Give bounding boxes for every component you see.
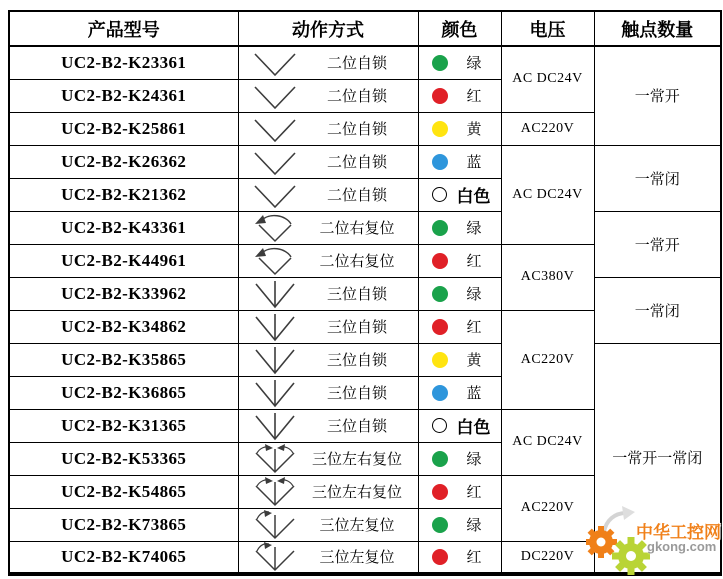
color-label: 黄 <box>466 121 482 138</box>
three-position-left-right-reset-icon <box>249 477 301 507</box>
action-cell <box>238 310 418 343</box>
three-position-left-reset-icon <box>249 542 301 572</box>
action-label: 三位自锁 <box>326 319 387 336</box>
two-position-right-reset-icon <box>249 213 301 243</box>
three-position-left-right-reset-icon <box>249 444 301 474</box>
column-header-color: 颜色 <box>418 11 501 46</box>
action-cell <box>238 409 418 442</box>
voltage-cell: AC DC24V <box>501 46 594 112</box>
three-position-latch-icon <box>249 279 301 309</box>
contact-cell: 一常开 <box>594 46 721 145</box>
voltage-cell: AC DC24V <box>501 145 594 244</box>
color-label: 绿 <box>466 220 482 237</box>
color-dot-yellow <box>432 121 448 137</box>
action-cell <box>238 343 418 376</box>
three-position-latch-icon <box>249 378 301 408</box>
color-cell <box>418 79 501 112</box>
color-dot-white <box>432 418 447 433</box>
three-position-latch-icon <box>249 411 301 441</box>
color-label: 红 <box>466 549 482 567</box>
color-dot-blue <box>432 385 448 401</box>
three-position-latch-icon <box>249 345 301 375</box>
column-header-contacts: 触点数量 <box>594 11 721 46</box>
action-cell <box>238 79 418 112</box>
voltage-cell: AC220V <box>501 112 594 145</box>
action-label: 三位自锁 <box>326 418 387 435</box>
color-cell <box>418 409 501 442</box>
contact-cell: 一常开 <box>594 211 721 277</box>
color-cell <box>418 541 501 574</box>
action-label: 三位自锁 <box>326 352 387 369</box>
action-label: 三位左右复位 <box>311 484 402 501</box>
color-label: 绿 <box>466 286 482 303</box>
action-cell <box>238 145 418 178</box>
header-row <box>9 11 721 46</box>
voltage-cell: AC DC24V <box>501 409 594 475</box>
table-row <box>9 277 721 310</box>
action-cell <box>238 508 418 541</box>
color-dot-red <box>432 484 448 500</box>
column-header-action: 动作方式 <box>238 11 418 46</box>
color-label: 白色 <box>456 418 491 437</box>
gkong-watermark <box>586 500 723 577</box>
model-cell: UC2-B2-K36865 <box>9 376 238 409</box>
contact-cell: 一常闭 <box>594 277 721 343</box>
model-cell: UC2-B2-K21362 <box>9 178 238 211</box>
color-label: 绿 <box>466 55 482 73</box>
color-cell <box>418 178 501 211</box>
color-cell <box>418 310 501 343</box>
action-cell <box>238 277 418 310</box>
color-label: 蓝 <box>466 385 482 402</box>
model-cell: UC2-B2-K33962 <box>9 277 238 310</box>
color-dot-red <box>432 253 448 269</box>
model-cell: UC2-B2-K74065 <box>9 541 238 574</box>
color-cell <box>418 343 501 376</box>
voltage-cell: AC380V <box>501 244 594 310</box>
color-dot-green <box>432 55 448 71</box>
model-cell: UC2-B2-K23361 <box>9 46 238 79</box>
two-position-latch-icon <box>249 81 301 111</box>
color-dot-green <box>432 286 448 302</box>
action-label: 三位左复位 <box>319 549 395 567</box>
model-cell: UC2-B2-K43361 <box>9 211 238 244</box>
two-position-latch-icon <box>249 147 301 177</box>
color-cell <box>418 112 501 145</box>
voltage-cell: AC220V <box>501 475 594 541</box>
color-cell <box>418 277 501 310</box>
model-cell: UC2-B2-K34862 <box>9 310 238 343</box>
table-row <box>9 145 721 178</box>
model-cell: UC2-B2-K31365 <box>9 409 238 442</box>
column-header-model: 产品型号 <box>9 11 238 46</box>
color-label: 红 <box>466 88 482 105</box>
model-cell: UC2-B2-K54865 <box>9 475 238 508</box>
color-cell <box>418 211 501 244</box>
color-label: 绿 <box>466 451 482 468</box>
action-label: 三位自锁 <box>326 286 387 303</box>
color-label: 白色 <box>456 187 491 206</box>
voltage-cell: DC220V <box>501 541 594 574</box>
action-cell <box>238 475 418 508</box>
action-cell <box>238 211 418 244</box>
action-label: 二位自锁 <box>326 154 387 171</box>
contact-cell: 一常闭 <box>594 145 721 211</box>
model-cell: UC2-B2-K25861 <box>9 112 238 145</box>
color-cell <box>418 442 501 475</box>
action-label: 三位左复位 <box>319 517 395 534</box>
color-cell <box>418 508 501 541</box>
color-dot-green <box>432 451 448 467</box>
arrow-swoosh-icon <box>604 513 626 532</box>
action-cell <box>238 178 418 211</box>
action-cell <box>238 112 418 145</box>
action-label: 二位右复位 <box>319 253 395 270</box>
watermark-site-name: 中华工控网 <box>636 523 721 542</box>
action-cell <box>238 541 418 574</box>
action-cell <box>238 376 418 409</box>
two-position-latch-icon <box>249 48 301 78</box>
action-cell <box>238 46 418 79</box>
table-row <box>9 343 721 376</box>
color-label: 黄 <box>466 352 482 369</box>
action-cell <box>238 244 418 277</box>
model-cell: UC2-B2-K24361 <box>9 79 238 112</box>
watermark-domain: gkong.com <box>647 539 717 554</box>
color-cell <box>418 244 501 277</box>
color-label: 蓝 <box>466 154 482 171</box>
arrow-head-icon <box>622 506 635 520</box>
model-cell: UC2-B2-K26362 <box>9 145 238 178</box>
action-label: 二位自锁 <box>326 55 387 73</box>
three-position-left-reset-icon <box>249 510 301 540</box>
color-dot-blue <box>432 154 448 170</box>
color-dot-white <box>432 187 447 202</box>
color-label: 红 <box>466 319 482 336</box>
color-label: 红 <box>466 484 482 501</box>
color-dot-yellow <box>432 352 448 368</box>
action-label: 二位自锁 <box>326 187 387 204</box>
model-cell: UC2-B2-K35865 <box>9 343 238 376</box>
action-label: 三位左右复位 <box>311 451 402 468</box>
three-position-latch-icon <box>249 312 301 342</box>
action-label: 二位自锁 <box>326 88 387 105</box>
color-dot-red <box>432 88 448 104</box>
model-cell: UC2-B2-K44961 <box>9 244 238 277</box>
column-header-voltage: 电压 <box>501 11 594 46</box>
action-label: 二位自锁 <box>326 121 387 138</box>
two-position-latch-icon <box>249 180 301 210</box>
model-cell: UC2-B2-K73865 <box>9 508 238 541</box>
model-cell: UC2-B2-K53365 <box>9 442 238 475</box>
action-label: 二位右复位 <box>319 220 395 237</box>
action-cell <box>238 442 418 475</box>
color-cell <box>418 46 501 79</box>
color-cell <box>418 145 501 178</box>
table-row <box>9 211 721 244</box>
voltage-cell: AC220V <box>501 310 594 409</box>
contact-cell: 一常开一常闭 <box>594 343 721 574</box>
color-dot-green <box>432 517 448 533</box>
action-label: 三位自锁 <box>326 385 387 402</box>
two-position-latch-icon <box>249 114 301 144</box>
two-position-right-reset-icon <box>249 246 301 276</box>
color-dot-green <box>432 220 448 236</box>
product-spec-table <box>8 10 722 576</box>
color-label: 红 <box>466 253 482 270</box>
color-cell <box>418 376 501 409</box>
color-label: 绿 <box>466 517 482 534</box>
table-row <box>9 46 721 79</box>
color-dot-red <box>432 549 448 565</box>
color-dot-red <box>432 319 448 335</box>
color-cell <box>418 475 501 508</box>
